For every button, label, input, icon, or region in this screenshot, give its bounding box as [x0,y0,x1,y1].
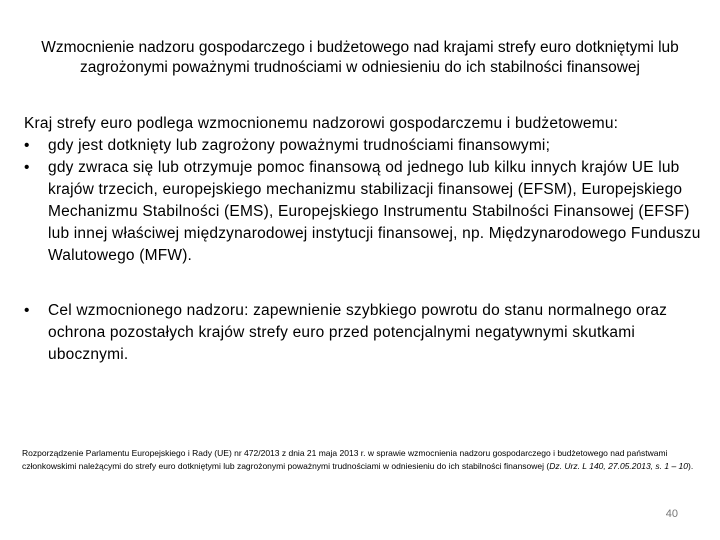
page-number: 40 [665,508,678,520]
footnote-text: Rozporządzenie Parlamentu Europejskiego i Rady (UE) nr 472/2013 z dnia 21 maja 2013 r. w sprawie wzmocnienia nadzoru gospodarczego i budżetowego nad państwami członkowskimi należącymi do strefy euro dotkniętymi lub zagrożonymi poważnymi trudnościami w odniesieniu do ich stabilności finansowej ( [22,448,668,471]
bullet-icon: • [24,302,30,319]
condition-text: gdy zwraca się lub otrzymuje pomoc finansową od jednego lub kilku innych krajów UE lub krajów trzecich, europejskiego mechanizmu stabilizacji finansowej (EFSM), Europejskiego Mechanizmu Stabilności (EMS), Europejskiego Instrumentu Stabilności Finansowej (EFSF) lub innej właściwej międzynarodowej instytucji finansowej, np. Międzynarodowego Funduszu Walutowego (MFW). [48,159,701,264]
list-item [24,135,704,157]
conditions-list [24,135,704,267]
bullet-icon: • [24,137,30,154]
goal-list [24,300,704,366]
goal-text: Cel wzmocnionego nadzoru: zapewnienie szybkiego powrotu do stanu normalnego oraz ochrona pozostałych krajów strefy euro przed potencjalnymi negatywnymi skutkami ubocznymi. [48,302,668,363]
slide-title: Wzmocnienie nadzoru gospodarczego i budżetowego nad krajami strefy euro dotkniętymi lub zagrożonymi poważnymi trudnościami w odniesieniu do ich stabilności finansowej [41,39,679,76]
list-item [24,300,704,366]
footnote [22,447,698,473]
footnote-end: ). [688,461,694,471]
intro-text: Kraj strefy euro podlega wzmocnionemu nadzorowi gospodarczemu i budżetowemu: [24,115,619,132]
bullet-icon: • [24,159,30,176]
footnote-citation: Dz. Urz. L 140, 27.05.2013, s. 1 – 10 [549,461,688,471]
condition-text: gdy jest dotknięty lub zagrożony poważnymi trudnościami finansowymi; [48,137,551,154]
list-item [24,157,704,267]
